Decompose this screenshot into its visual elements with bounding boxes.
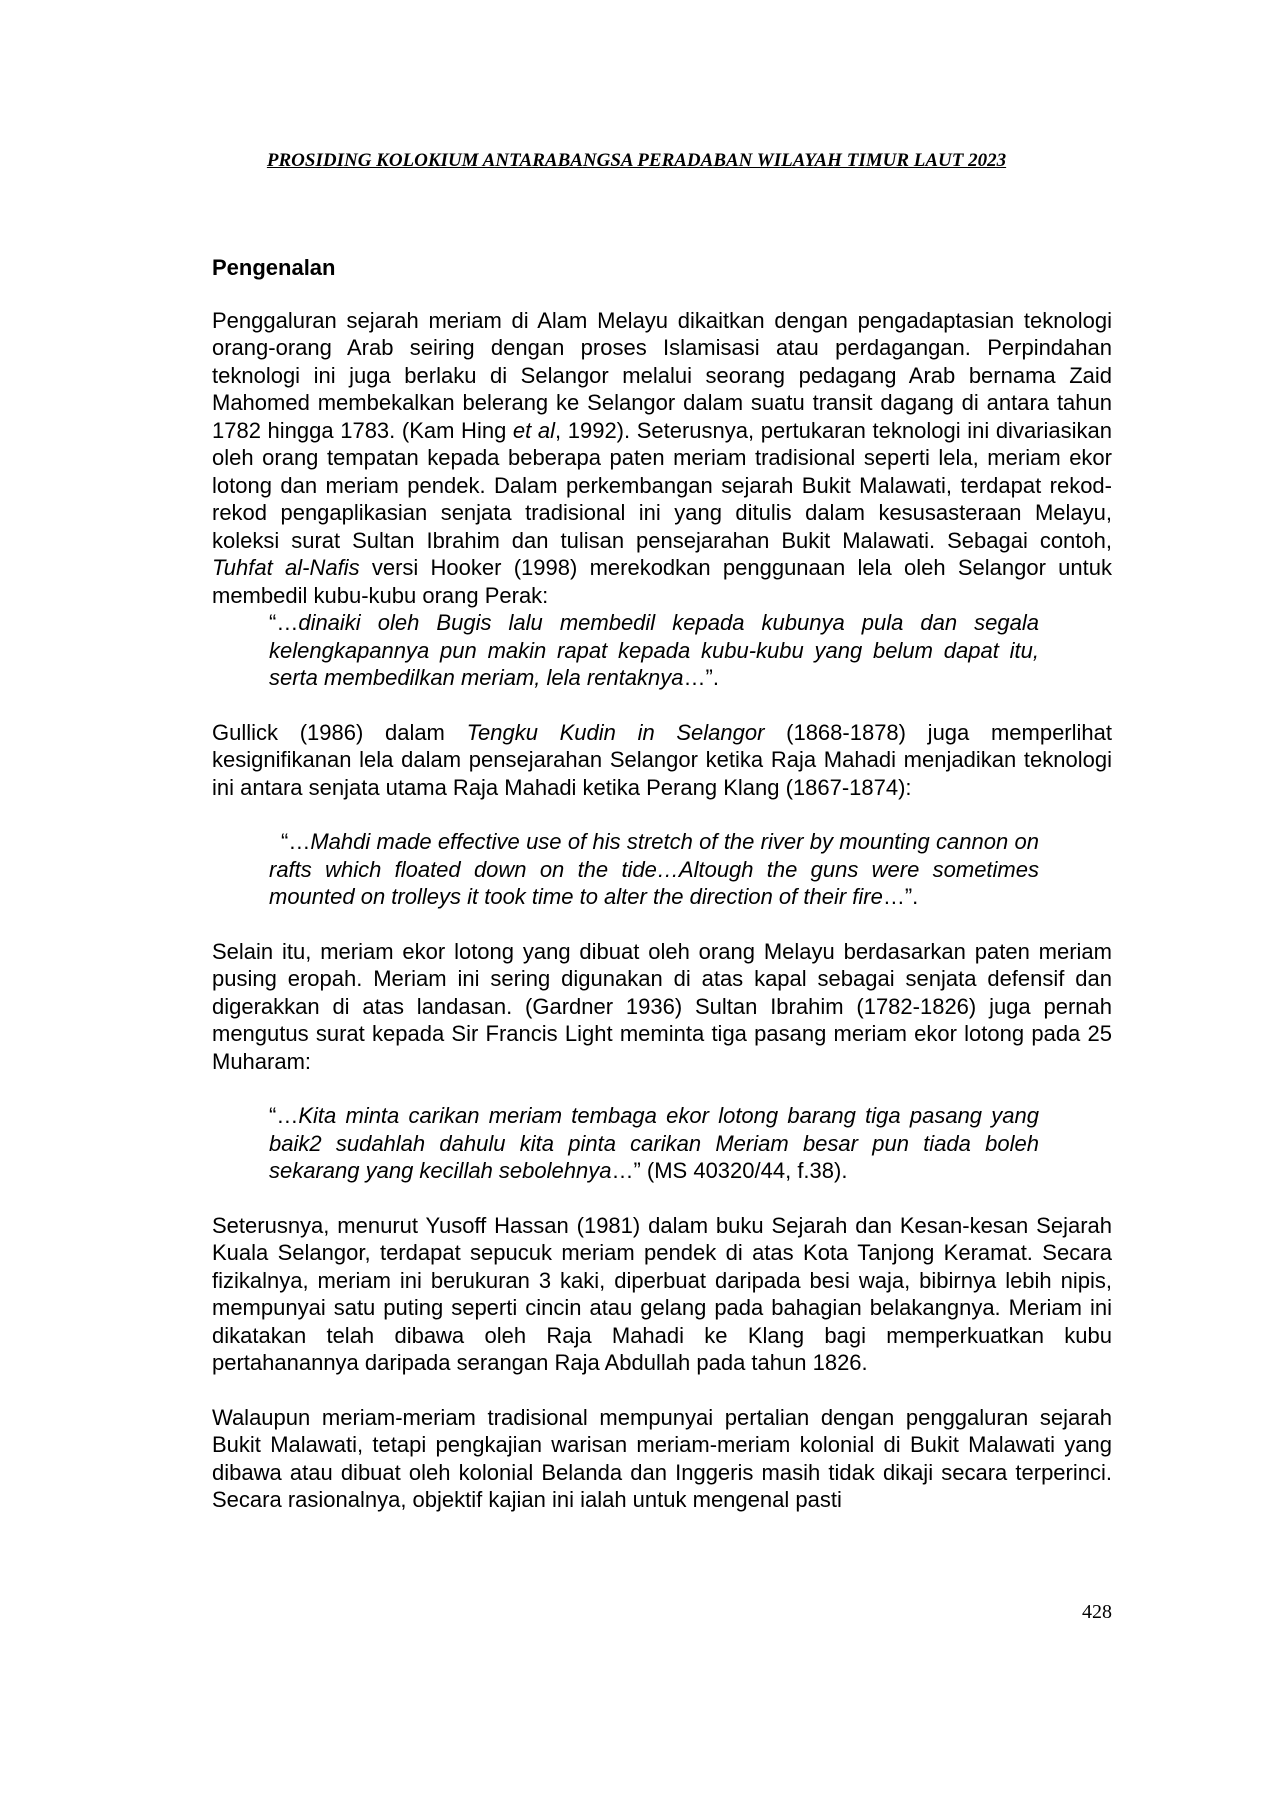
section-title: Pengenalan (212, 255, 336, 280)
running-header (0, 150, 1273, 172)
quote-1-close: …”. (683, 665, 719, 690)
spacer (212, 1075, 1112, 1102)
paragraph-4: Seterusnya, menurut Yusoff Hassan (1981) dalam buku Sejarah dan Kesan-kesan Sejarah Kuala Selangor, terdapat sepucuk meriam pendek di atas Kota Tanjong Keramat. Secara fizikalnya, meriam ini berukuran 3 kaki, diperbuat daripada besi waja, bibirnya lebih nipis, mempunyai satu puting seperti cincin atau gelang pada bahagian belakangnya. Meriam ini dikatakan telah dibawa oleh Raja Mahadi ke Klang bagi memperkuatkan kubu pertahanannya daripada serangan Raja Abdullah pada tahun 1826. (212, 1212, 1112, 1375)
paragraph-2-book-title: Tengku Kudin in Selangor (466, 719, 765, 745)
spacer (212, 1185, 1112, 1212)
running-header-title: PROSIDING KOLOKIUM ANTARABANGSA PERADABAN WILAYAH TIMUR LAUT 2023 (266, 150, 1007, 171)
paragraph-1 (212, 307, 1112, 610)
quote-2 (269, 828, 1039, 911)
quote-3 (269, 1102, 1039, 1185)
paragraph-1-tuhfat-title: Tuhfat al-Nafis (212, 555, 360, 580)
paragraph-1-part-e: versi Hooker (1998) merekodkan penggunaan lela oleh Selangor untuk membedil kubu-kubu orang Perak: (212, 555, 1113, 608)
quote-3-text: Kita minta carikan meriam tembaga ekor lotong barang tiga pasang yang baik2 sudahlah dahulu kita pinta carikan Meriam besar pun tiada boleh sekarang yang kecillah sebolehnya (269, 1103, 1039, 1183)
spacer (212, 801, 1112, 828)
spacer (212, 911, 1112, 938)
quote-2-close: …”. (882, 884, 919, 909)
quote-1 (269, 609, 1039, 692)
quote-2-open: “… (281, 829, 311, 854)
quote-2-text: Mahdi made effective use of his stretch of the river by mounting cannon on rafts which floated down on the tide…Altough the guns were sometimes mounted on trolleys it took time to alter the direction of their fire (269, 829, 1039, 909)
paragraph-2-part-a: Gullick (1986) dalam (212, 719, 467, 745)
quote-1-open: “… (269, 610, 299, 635)
main-content (212, 254, 1112, 1514)
paragraph-5: Walaupun meriam-meriam tradisional mempunyai pertalian dengan penggaluran sejarah Bukit Malawati, tetapi pengkajian warisan meriam-meriam kolonial di Bukit Malawati yang dibawa atau dibuat oleh kolonial Belanda dan Inggeris masih tidak dikaji secara terperinci. Secara rasionalnya, objektif kajian ini ialah untuk mengenal pasti (212, 1404, 1112, 1512)
paragraph-1-part-c: , 1992). Seterusnya, pertukaran teknologi ini divariasikan oleh orang tempatan kepada beberapa paten meriam tradisional seperti lela, meriam ekor lotong dan meriam pendek. Dalam perkembangan sejarah Bukit Malawati, terdapat rekod-rekod pengaplikasian senjata tradisional ini yang ditulis dalam kesusasteraan Melayu, koleksi surat Sultan Ibrahim dan tulisan pensejarahan Bukit Malawati. Sebagai contoh, (212, 417, 1112, 553)
spacer (212, 1377, 1112, 1404)
quote-3-open: “… (269, 1103, 299, 1128)
paragraph-2 (212, 719, 1112, 802)
paragraph-1-part-a: Penggaluran sejarah meriam di Alam Melayu dikaitkan dengan pengadaptasian teknologi orang-orang Arab seiring dengan proses Islamisasi atau perdagangan. Perpindahan teknologi ini juga berlaku di Selangor melalui seorang pedagang Arab bernama Zaid Mahomed membekalkan belerang ke Selangor dalam suatu transit dagang di antara tahun 1782 hingga 1783. (Kam Hing (212, 307, 1112, 443)
quote-3-close: …” (MS 40320/44, f.38). (611, 1158, 848, 1183)
paragraph-2-part-c: (1868-1878) juga memperlihat kesignifikanan lela dalam pensejarahan Selangor ketika Raja Mahadi menjadikan teknologi ini antara senjata utama Raja Mahadi ketika Perang Klang (1867-1874): (212, 719, 1112, 800)
page-number: 428 (1082, 1601, 1112, 1623)
spacer (212, 692, 1112, 719)
paragraph-3: Selain itu, meriam ekor lotong yang dibuat oleh orang Melayu berdasarkan paten meriam pusing eropah. Meriam ini sering digunakan di atas kapal sebagai senjata defensif dan digerakkan di atas landasan. (Gardner 1936) Sultan Ibrahim (1782-1826) juga pernah mengutus surat kepada Sir Francis Light meminta tiga pasang meriam ekor lotong pada 25 Muharam: (212, 938, 1112, 1074)
paragraph-1-et-al: et al (512, 417, 556, 443)
quote-1-text: dinaiki oleh Bugis lalu membedil kepada kubunya pula dan segala kelengkapannya pun makin rapat kepada kubu-kubu yang belum dapat itu, serta membedilkan meriam, lela rentaknya (269, 610, 1039, 690)
